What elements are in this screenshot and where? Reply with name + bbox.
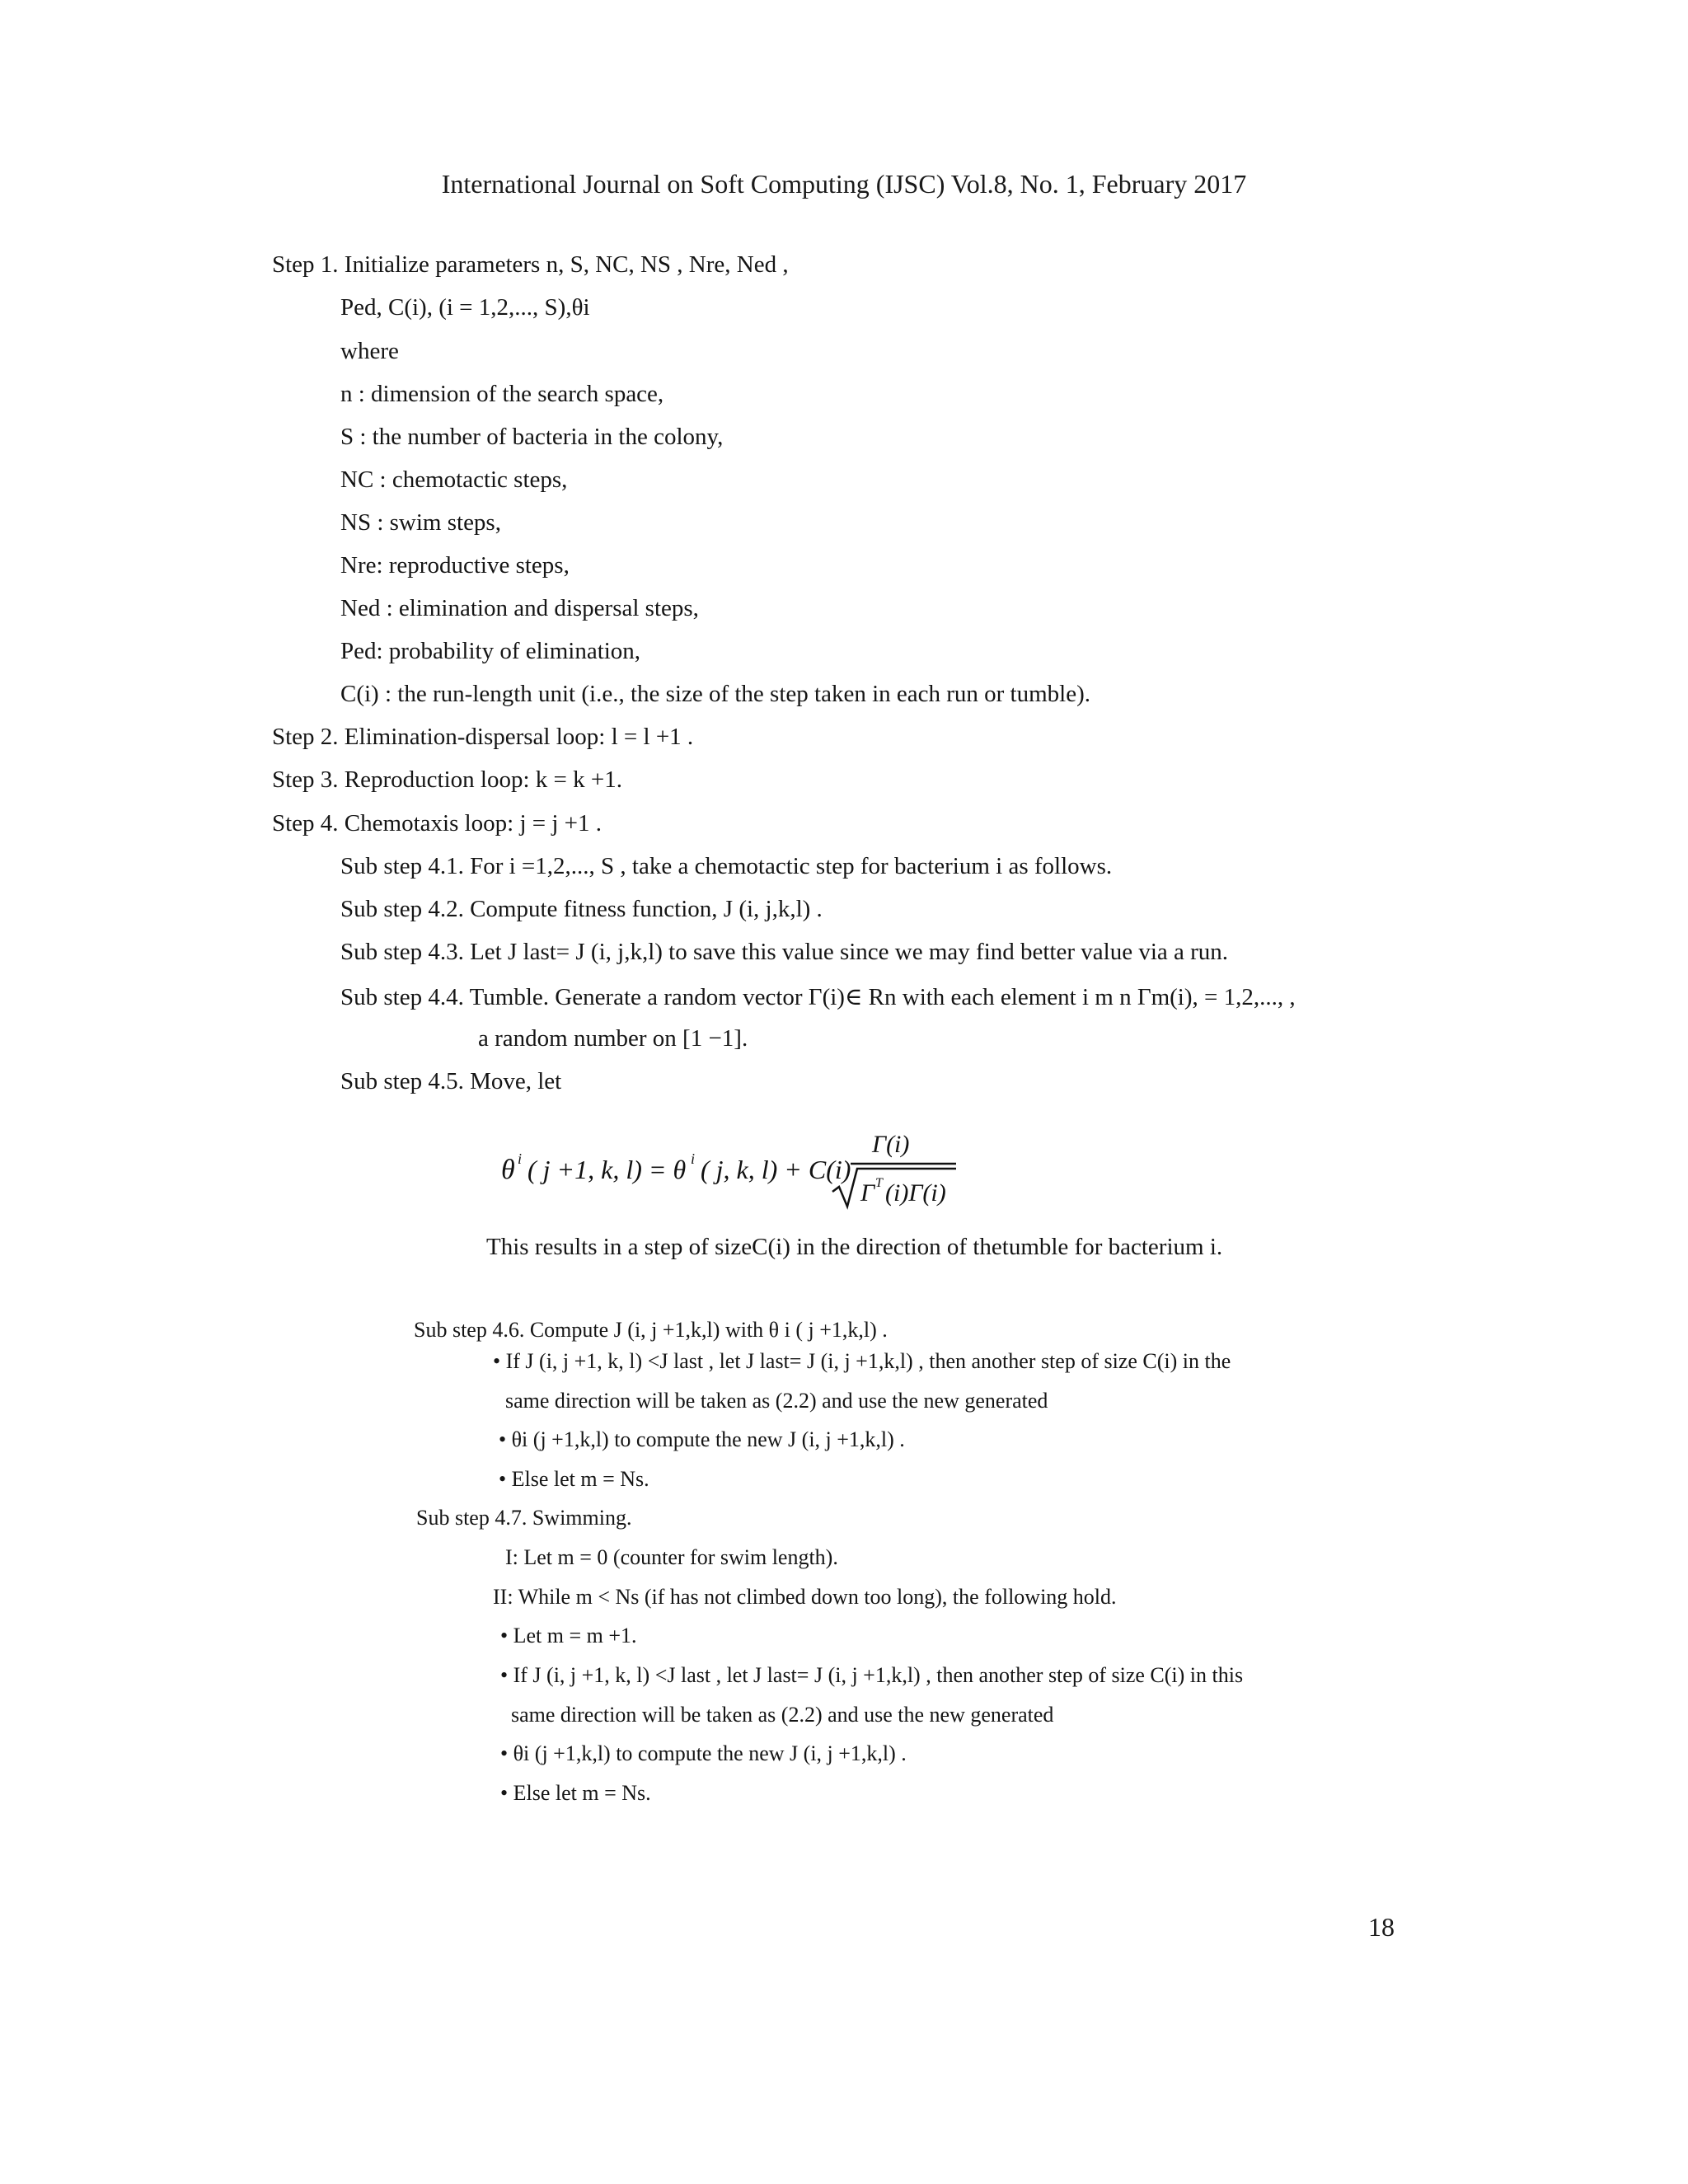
- step-result-text: This results in a step of sizeC(i) in the direction of thetumble for bacterium i.: [486, 1234, 1223, 1260]
- definition-ped: Ped: probability of elimination,: [340, 638, 641, 664]
- sub-step-4-7-bullet-3: • θi (j +1,k,l) to compute the new J (i, j +1,k,l) .: [500, 1741, 907, 1765]
- definition-s: S : the number of bacteria in the colony,: [340, 424, 724, 450]
- formula-rhs-superscript: i: [691, 1151, 696, 1167]
- formula-denominator-rest: (i)Γ(i): [885, 1179, 946, 1207]
- page-number: 18: [1368, 1912, 1395, 1942]
- definition-ns: NS : swim steps,: [340, 509, 501, 536]
- sub-step-4-7-bullet-2: • If J (i, j +1, k, l) <J last , let J last= J (i, j +1,k,l) , then another step of size C(i) in this: [500, 1663, 1244, 1687]
- journal-header: International Journal on Soft Computing (IJSC) Vol.8, No. 1, February 2017: [441, 169, 1247, 199]
- sub-step-4-6-bullet-1: • If J (i, j +1, k, l) <J last , let J last= J (i, j +1,k,l) , then another step of size C(i) in the: [493, 1349, 1231, 1373]
- where-label: where: [340, 338, 399, 364]
- definition-nc: NC : chemotactic steps,: [340, 466, 568, 493]
- sub-step-4-5: Sub step 4.5. Move, let: [340, 1068, 562, 1094]
- definition-ned: Ned : elimination and dispersal steps,: [340, 595, 699, 621]
- sub-step-4-4-continued: a random number on [1 −1].: [478, 1025, 748, 1052]
- step-2: Step 2. Elimination-dispersal loop: l = l +1 .: [272, 724, 694, 750]
- formula-lhs-superscript: i: [518, 1151, 523, 1167]
- sub-step-4-1: Sub step 4.1. For i =1,2,..., S , take a chemotactic step for bacterium i as follows.: [340, 853, 1113, 879]
- sub-step-4-7-item-ii: II: While m < Ns (if has not climbed down too long), the following hold.: [493, 1585, 1117, 1609]
- sub-step-4-4: Sub step 4.4. Tumble. Generate a random vector Γ(i)∈ Rn with each element i m n Γm(i), = 1,2,..., ,: [340, 984, 1296, 1010]
- sub-step-4-3: Sub step 4.3. Let J last= J (i, j,k,l) to save this value since we may find better value via a run.: [340, 939, 1229, 965]
- sub-step-4-7-bullet-1: • Let m = m +1.: [500, 1624, 637, 1647]
- formula-numerator: Γ(i): [872, 1131, 910, 1158]
- formula-rhs-arguments: ( j, k, l) + C(i): [701, 1155, 851, 1184]
- definition-ci: C(i) : the run-length unit (i.e., the size of the step taken in each run or tumble).: [340, 681, 1091, 707]
- formula-lhs-theta: θ: [501, 1155, 515, 1185]
- formula-denominator-superscript: T: [875, 1176, 883, 1190]
- step-1: Step 1. Initialize parameters n, S, NC, NS , Nre, Ned ,: [272, 251, 789, 278]
- sub-step-4-7-item-i: I: Let m = 0 (counter for swim length).: [505, 1545, 838, 1569]
- formula-denominator-gamma: Γ: [860, 1179, 875, 1207]
- definition-n: n : dimension of the search space,: [340, 381, 664, 407]
- definition-nre: Nre: reproductive steps,: [340, 552, 570, 579]
- step-4: Step 4. Chemotaxis loop: j = j +1 .: [272, 810, 603, 837]
- sub-step-4-6-bullet-1-continued: same direction will be taken as (2.2) and use the new generated: [505, 1389, 1048, 1413]
- sub-step-4-2: Sub step 4.2. Compute fitness function, J (i, j,k,l) .: [340, 896, 823, 922]
- step-1-continued: Ped, C(i), (i = 1,2,..., S),θi: [340, 294, 590, 321]
- formula-lhs-arguments: ( j +1, k, l) = θ: [528, 1155, 687, 1184]
- sub-step-4-6-bullet-2: • θi (j +1,k,l) to compute the new J (i, j +1,k,l) .: [499, 1427, 905, 1451]
- sub-step-4-6: Sub step 4.6. Compute J (i, j +1,k,l) with θ i ( j +1,k,l) .: [414, 1318, 888, 1342]
- sub-step-4-7-bullet-2-continued: same direction will be taken as (2.2) and use the new generated: [511, 1703, 1054, 1727]
- step-3: Step 3. Reproduction loop: k = k +1.: [272, 766, 622, 793]
- move-equation: [495, 1121, 1006, 1212]
- sub-step-4-7: Sub step 4.7. Swimming.: [416, 1506, 632, 1530]
- sub-step-4-7-bullet-4: • Else let m = Ns.: [500, 1781, 651, 1805]
- sub-step-4-6-bullet-3: • Else let m = Ns.: [499, 1467, 649, 1491]
